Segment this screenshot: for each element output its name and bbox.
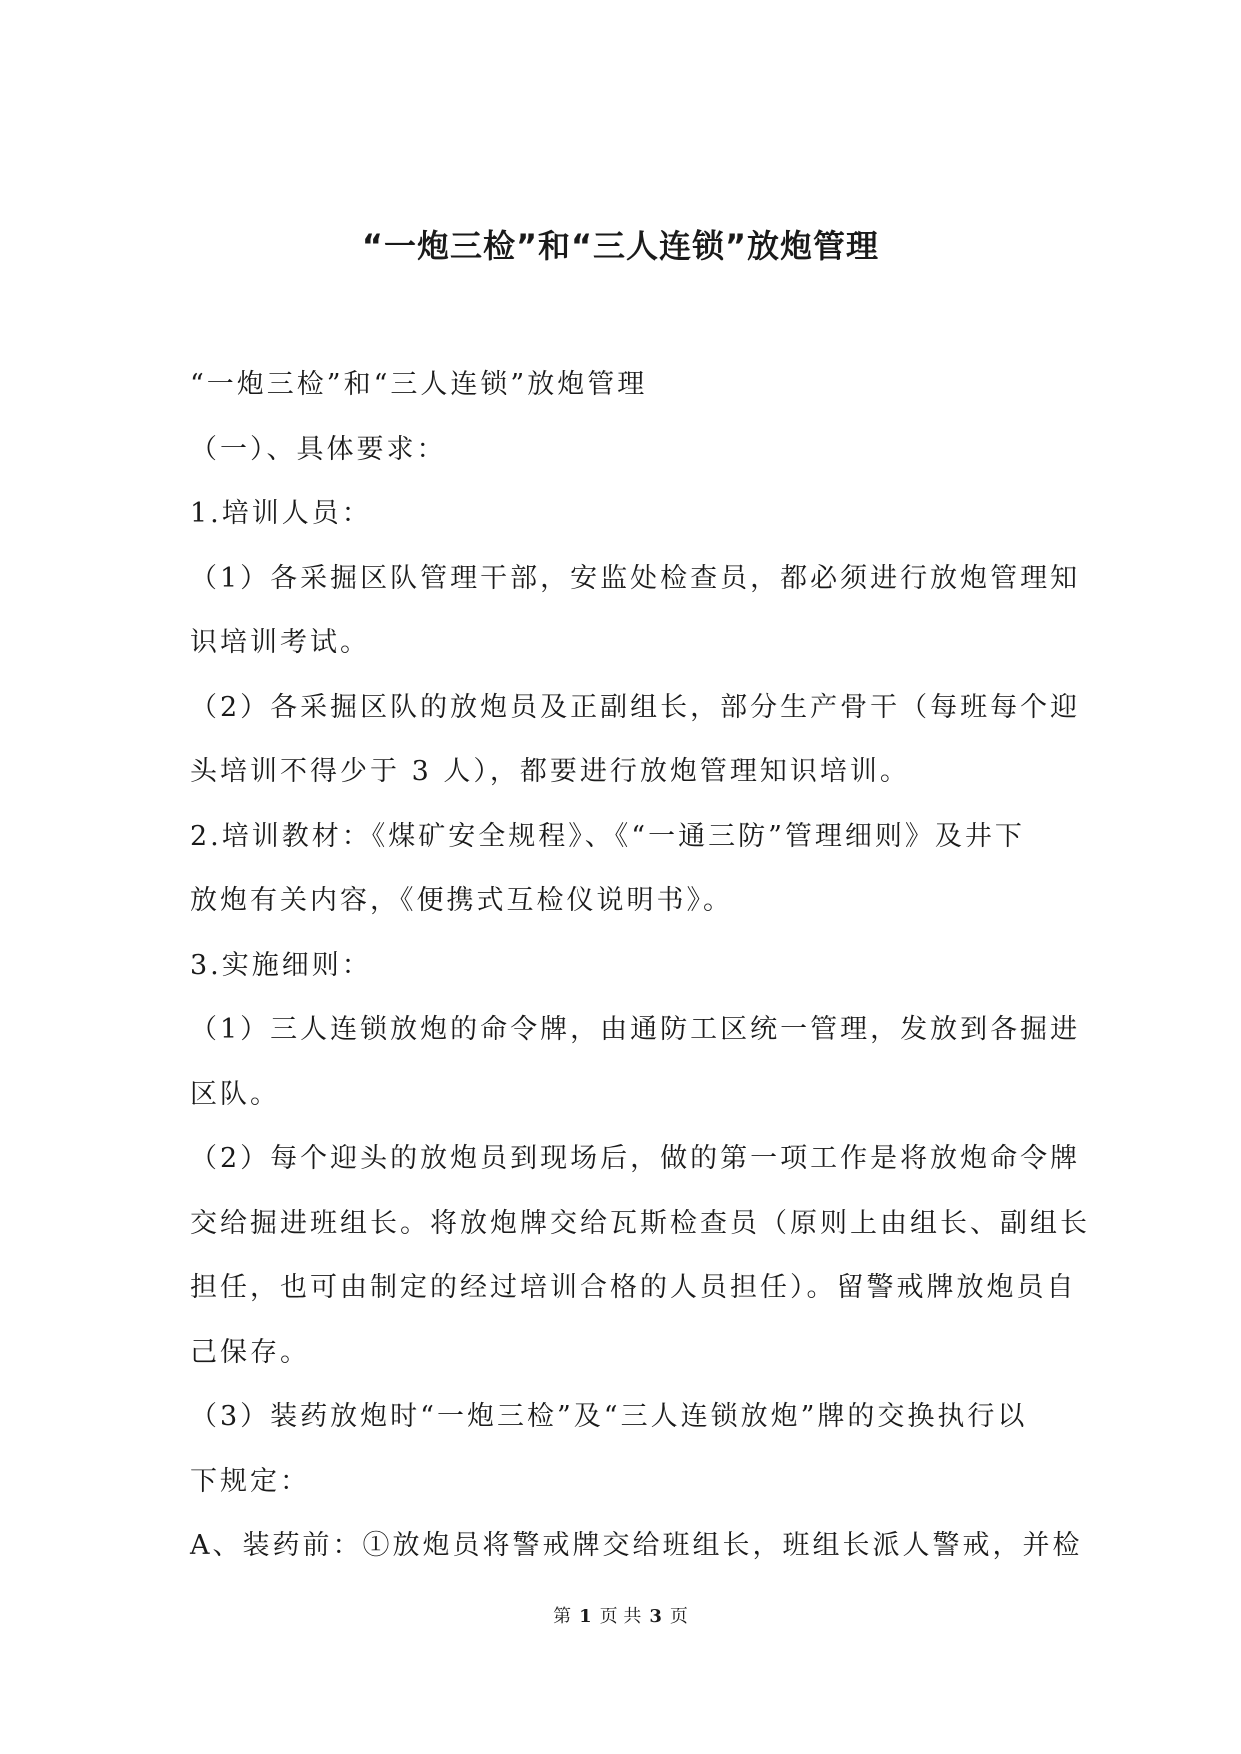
body-line: 2.培训教材：《煤矿安全规程》、《“一通三防”管理细则》及井下 <box>190 820 1025 852</box>
page-footer <box>0 1604 1241 1630</box>
document-title: “一炮三检”和“三人连锁”放炮管理 <box>361 227 880 265</box>
body-line: 3.实施细则： <box>190 949 372 981</box>
body-line: A、装药前：①放炮员将警戒牌交给班组长，班组长派人警戒，并检 <box>190 1530 1083 1561</box>
total-pages-number: 3 <box>649 1606 662 1627</box>
current-page-number: 1 <box>579 1606 592 1627</box>
body-line: 放炮有关内容，《便携式互检仪说明书》。 <box>190 885 733 916</box>
body-line: “一炮三检”和“三人连锁”放炮管理 <box>190 369 648 400</box>
document-body <box>190 353 1090 1579</box>
body-line: 交给掘进班组长。将放炮牌交给瓦斯检查员（原则上由组长、副组长 <box>190 1207 1090 1239</box>
body-line: （2）每个迎头的放炮员到现场后，做的第一项工作是将放炮命令牌 <box>190 1143 1081 1174</box>
footer-suffix: 页 <box>669 1606 688 1627</box>
footer-middle: 页 共 <box>599 1606 642 1627</box>
body-line: （1）各采掘区队管理干部，安监处检查员，都必须进行放炮管理知 <box>190 562 1081 594</box>
body-line: （1）三人连锁放炮的命令牌，由通防工区统一管理，发放到各掘进 <box>190 1014 1081 1045</box>
body-line: 识培训考试。 <box>190 627 370 658</box>
body-line: 担任，也可由制定的经过培训合格的人员担任）。留警戒牌放炮员自 <box>190 1272 1077 1303</box>
body-line: 1.培训人员： <box>190 498 372 529</box>
footer-prefix: 第 <box>553 1606 572 1627</box>
body-line: 区队。 <box>190 1078 280 1110</box>
body-line: （一）、具体要求： <box>190 433 447 465</box>
body-line: （3）装药放炮时“一炮三检”及“三人连锁放炮”牌的交换执行以 <box>190 1401 1028 1432</box>
body-line: 下规定： <box>190 1465 310 1497</box>
body-line: （2）各采掘区队的放炮员及正副组长，部分生产骨干（每班每个迎 <box>190 691 1081 723</box>
body-line: 己保存。 <box>190 1336 310 1368</box>
body-line: 头培训不得少于 3 人），都要进行放炮管理知识培训。 <box>190 756 910 787</box>
